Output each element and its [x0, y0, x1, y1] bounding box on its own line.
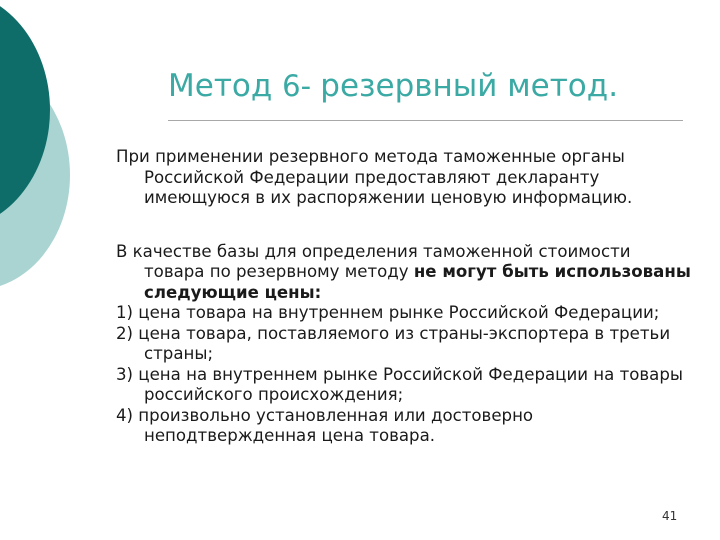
title-divider: [168, 120, 683, 121]
list-item: 1) цена товара на внутреннем рынке Российской Федерации;: [116, 303, 660, 322]
list-item: 3) цена на внутреннем рынке Российской Федерации на товары российского происхождения;: [116, 364, 683, 404]
paragraph-2: [116, 242, 696, 304]
paragraph-1: При применении резервного метода таможенные органы Российской Федерации предоставляют декларанту имеющуюся в их распоряжении ценовую информацию.: [116, 147, 633, 207]
list-item: 2) цена товара, поставляемого из страны-экспортера в третьи страны;: [116, 323, 671, 363]
title-part-3: резервный метод.: [320, 68, 619, 104]
paragraph-2-intro: В качестве базы для определения таможенной стоимости товара по резервному методу: [116, 241, 631, 281]
paragraph-2-emphasis: не могут быть использованы следующие цены:: [144, 262, 691, 302]
title-part-2: 6-: [282, 69, 321, 103]
page-number: 41: [662, 509, 678, 523]
slide-body: [116, 147, 696, 447]
list-item: 4) произвольно установленная или достоверно неподтвержденная цена товара.: [116, 405, 534, 445]
title-part-1: Метод: [168, 68, 283, 104]
slide-title: [168, 68, 618, 104]
